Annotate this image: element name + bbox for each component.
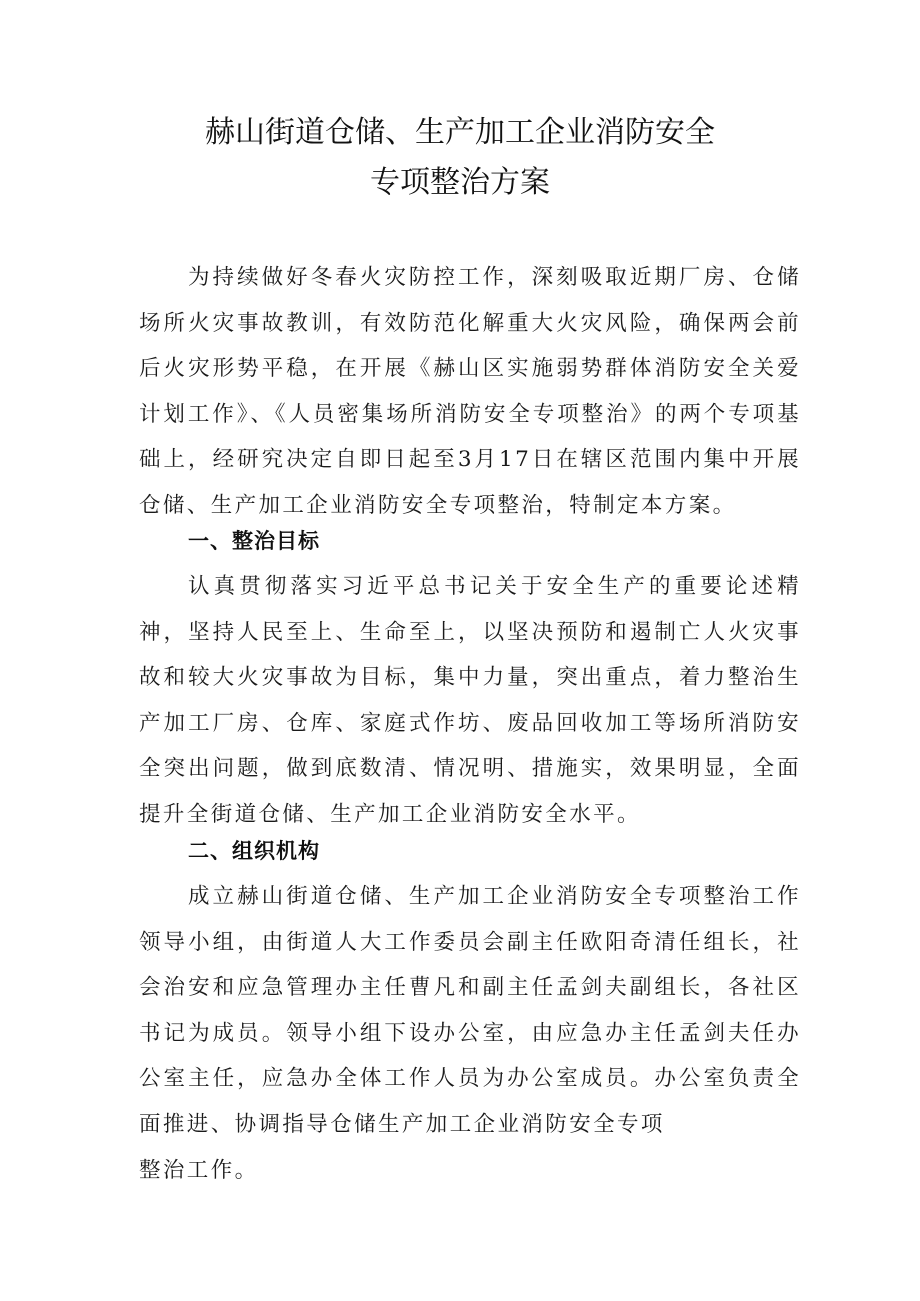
document-title-line-1: 赫山街道仓储、生产加工企业消防安全 bbox=[205, 115, 715, 150]
section-heading-goals: 一、整治目标 bbox=[188, 529, 320, 553]
document-title-line-2: 专项整治方案 bbox=[370, 165, 550, 200]
section-goals-paragraph: 认真贯彻落实习近平总书记关于安全生产的重要论述精神，坚持人民至上、生命至上，以坚决预防和遏制亡人火灾事故和较大火灾事故为目标，集中力量，突出重点，着力整治生产加工厂房、仓库、家庭式作坊、废品回收加工等场所消防安全突出问题，做到底数清、情况明、措施实，效果明显，全面提升全街道仓储、生产加工企业消防安全水平。 bbox=[139, 574, 801, 827]
intro-paragraph: 为持续做好冬春火灾防控工作，深刻吸取近期厂房、仓储场所火灾事故教训，有效防范化解重大火灾风险，确保两会前后火灾形势平稳，在开展《赫山区实施弱势群体消防安全关爱计划工作》、《人员密集场所消防安全专项整治》的两个专项基础上，经研究决定自即日起至3月17日在辖区范围内集中开展仓储、生产加工企业消防安全专项整治，特制定本方案。 bbox=[139, 265, 801, 518]
section-organization-tail: 整治工作。 bbox=[139, 1158, 259, 1183]
section-organization-paragraph: 成立赫山街道仓储、生产加工企业消防安全专项整治工作领导小组，由街道人大工作委员会副主任欧阳奇清任组长，社会治安和应急管理办主任曹凡和副主任孟剑夫副组长，各社区书记为成员。领导小组下设办公室，由应急办主任孟剑夫任办公室主任，应急办全体工作人员为办公室成员。办公室负责全面推进、协调指导仓储生产加工企业消防安全专项 bbox=[139, 884, 801, 1137]
section-heading-organization: 二、组织机构 bbox=[188, 839, 320, 863]
